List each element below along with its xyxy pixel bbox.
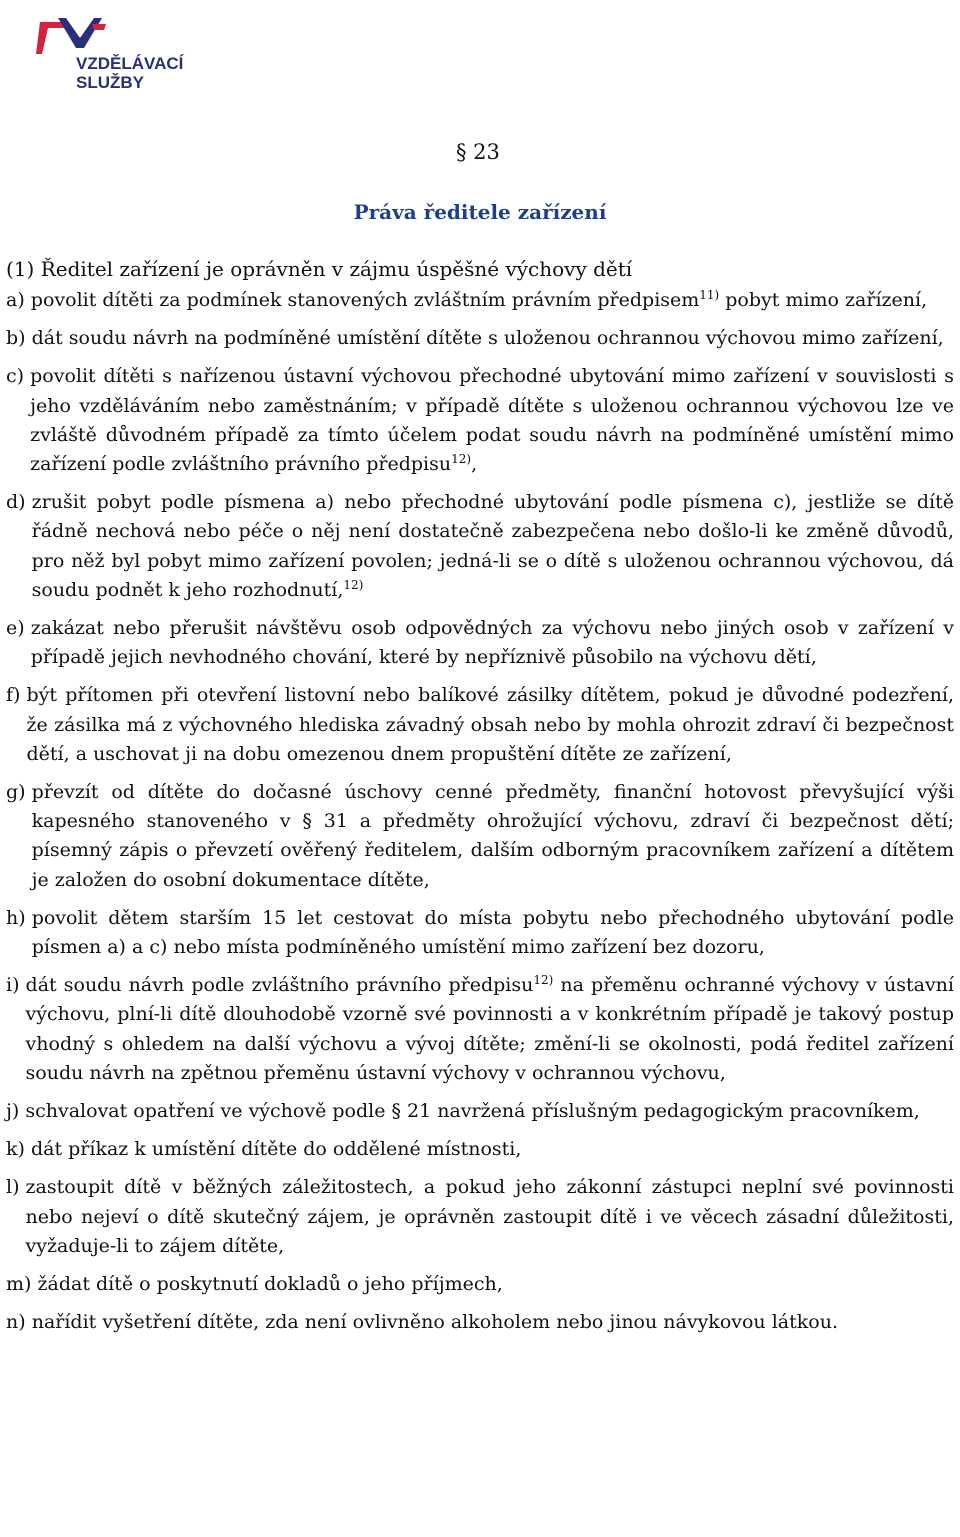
item-marker: i) xyxy=(6,974,20,997)
list-item xyxy=(6,1308,954,1337)
item-text xyxy=(37,1270,954,1299)
item-marker: k) xyxy=(6,1138,25,1161)
item-marker: l) xyxy=(6,1176,20,1199)
item-text-main: žádat dítě o poskytnutí dokladů o jeho příjmech, xyxy=(37,1273,503,1296)
item-marker: n) xyxy=(6,1311,26,1334)
item-text xyxy=(30,362,954,479)
item-text-main: dát soudu návrh podle zvláštního právního předpisu xyxy=(25,974,534,997)
item-text xyxy=(26,1173,954,1261)
section-body xyxy=(6,255,954,1338)
list-item xyxy=(6,971,954,1088)
list-item xyxy=(6,1097,954,1126)
item-text-continued: pobyt mimo zařízení, xyxy=(719,289,928,311)
item-text xyxy=(32,904,954,962)
item-text-main: zrušit pobyt podle písmena a) nebo přechodné ubytování podle písmena c), jestliže se dítě řádně nechová nebo péče o něj není dostatečně zabezpečena nebo došlo-li ke změně důvodů, pro něž byl pobyt mimo zařízení povolen; jedná-li se o dítě s uloženou ochrannou výchovou, dá soudu podnět k jeho rozhodnutí, xyxy=(31,491,954,601)
list-item xyxy=(6,286,954,315)
item-marker: a) xyxy=(6,289,25,311)
item-text xyxy=(31,1135,954,1164)
list-item xyxy=(6,1135,954,1164)
item-text-main: převzít od dítěte do dočasné úschovy cenné předměty, finanční hotovost převyšující výši kapesného stanoveného v § 31 a předměty ohrožující výchovu, zdraví či bezpečnost dětí; písemný zápis o převzetí ověřený ředitelem, dalším odborným pracovníkem zařízení a dítětem je založen do osobní dokumentace dítěte, xyxy=(31,781,954,891)
item-text-main: schvalovat opatření ve výchově podle § 21 navržená příslušným pedagogickým pracovníkem, xyxy=(25,1100,920,1123)
logo-line-2: SLUŽBY xyxy=(76,73,144,92)
list-item xyxy=(6,1173,954,1261)
item-text-continued: na přeměnu ochranné výchovy v ústavní výchovu, plní-li dítě dlouhodobě vzorně své povinnosti a v konkrétním případě je takový postup vhodný s ohledem na další výchovu a vývoj dítěte; změní-li se okolnosti, podá ředitel zařízení soudu návrh na zpětnou přeměnu ústavní výchovy v ochrannou výchovu, xyxy=(25,974,954,1084)
item-marker: c) xyxy=(6,365,25,388)
item-marker: g) xyxy=(6,781,26,804)
item-text xyxy=(32,324,954,353)
item-text-main: povolit dítěti za podmínek stanovených zvláštním právním předpisem xyxy=(30,289,700,311)
footnote-reference: 12) xyxy=(451,452,472,467)
item-text-main: dát příkaz k umístění dítěte do oddělené místnosti, xyxy=(30,1138,522,1161)
item-text xyxy=(31,286,954,315)
vzdelavaci-sluzby-logo xyxy=(30,14,190,94)
item-text xyxy=(32,1308,954,1337)
item-text-main: zastoupit dítě v běžných záležitostech, a pokud jeho zákonní zástupci neplní své povinnosti nebo nejeví o dítě skutečný zájem, je oprávněn zastoupit dítě i ve věcech zásadní důležitosti, vyžaduje-li to zájem dítěte, xyxy=(25,1176,954,1257)
item-marker: e) xyxy=(6,617,25,640)
list-item xyxy=(6,324,954,353)
footnote-reference: 12) xyxy=(533,973,554,988)
logo-line-1: VZDĚLÁVACÍ xyxy=(76,54,184,73)
item-text-main: povolit dítěti s nařízenou ústavní výchovou přechodné ubytování mimo zařízení v souvislosti s jeho vzděláváním nebo zaměstnáním; v případě dítěte s uloženou ochrannou výchovou lze ve zvláště důvodném případě za tímto účelem podat soudu návrh na podmíněné umístění mimo zařízení podle zvláštního právního předpisu xyxy=(30,365,954,476)
item-marker: h) xyxy=(6,906,26,929)
section-title: Práva ředitele zařízení xyxy=(353,200,607,224)
item-text-main: dát soudu návrh na podmíněné umístění dítěte s uloženou ochrannou výchovou mimo zařízení, xyxy=(31,327,944,350)
item-text xyxy=(32,488,954,605)
list-item xyxy=(6,681,954,769)
item-text xyxy=(25,1097,954,1126)
item-text-main: povolit dětem starším 15 let cestovat do místa pobytu nebo přechodného ubytování podle písmen a) a c) nebo místa podmíněného umístění mimo zařízení bez dozoru, xyxy=(31,906,954,959)
item-marker: f) xyxy=(6,684,21,707)
item-text xyxy=(31,614,954,672)
list-item xyxy=(6,488,954,605)
item-text xyxy=(26,971,954,1088)
item-text-main: zakázat nebo přerušit návštěvu osob odpovědných za výchovu nebo jiných osob v zařízení v případě jejich nevhodného chování, které by nepříznivě působilo na výchovu dětí, xyxy=(30,617,954,669)
item-text-main: být přítomen při otevření listovní nebo balíkové zásilky dítětem, pokud je důvodné podezření, že zásilka má z výchovného hlediska závadný obsah nebo by mohla ohrozit zdraví či bezpečnost dětí, a uschovat ji na dobu omezenou dnem propuštění dítěte ze zařízení, xyxy=(26,684,954,765)
item-text xyxy=(32,778,954,895)
item-marker: m) xyxy=(6,1273,32,1296)
item-marker: d) xyxy=(6,491,26,514)
footnote-reference: 12) xyxy=(343,577,364,592)
logo-text xyxy=(76,54,183,92)
list-item xyxy=(6,1270,954,1299)
intro-paragraph: (1) Ředitel zařízení je oprávněn v zájmu úspěšné výchovy dětí xyxy=(6,257,633,281)
list-item xyxy=(6,362,954,479)
item-text-main: nařídit vyšetření dítěte, zda není ovlivněno alkoholem nebo jinou návykovou látkou. xyxy=(31,1311,838,1334)
item-marker: b) xyxy=(6,327,26,350)
list-item xyxy=(6,904,954,962)
item-list xyxy=(6,286,954,1338)
list-item xyxy=(6,778,954,895)
item-text-continued: , xyxy=(471,453,478,476)
item-text xyxy=(27,681,955,769)
list-item xyxy=(6,614,954,672)
item-marker: j) xyxy=(6,1100,20,1123)
footnote-reference: 11) xyxy=(699,288,720,302)
section-number: § 23 xyxy=(456,140,500,164)
